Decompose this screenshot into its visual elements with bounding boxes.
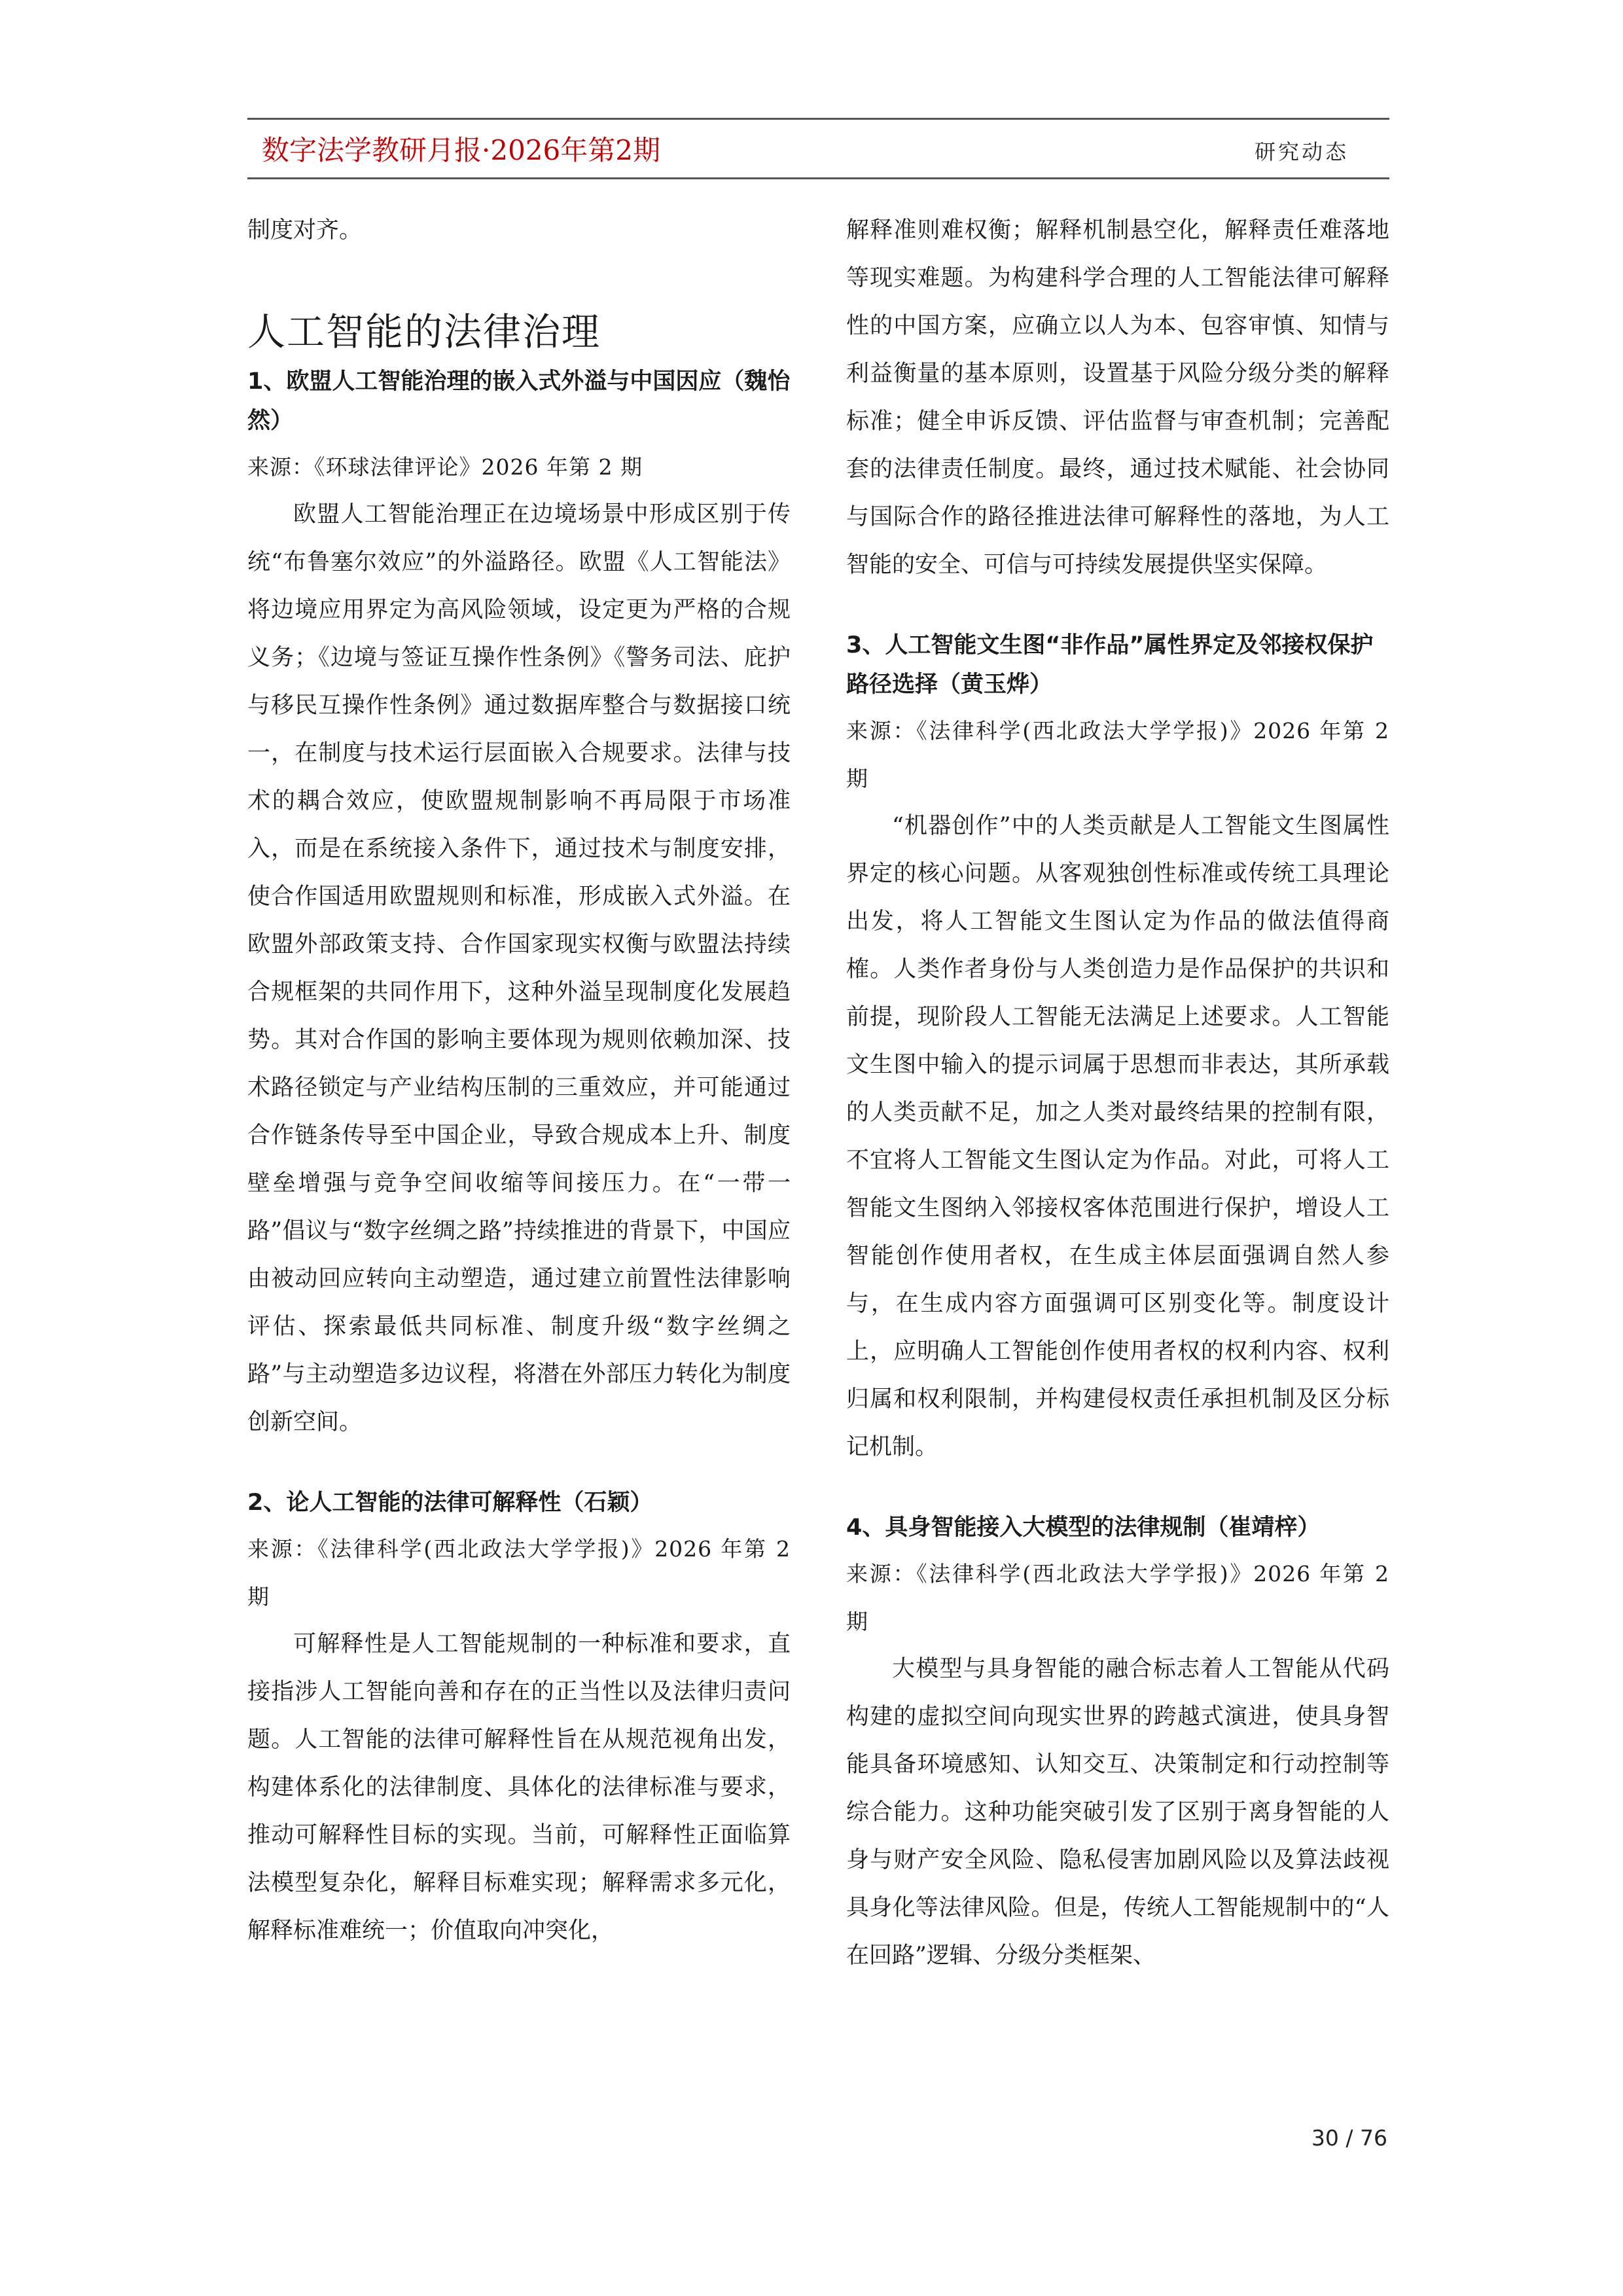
article-3-title: 3、人工智能文生图“非作品”属性界定及邻接权保护路径选择（黄玉烨）: [846, 632, 1374, 698]
article-4-title: 4、具身智能接入大模型的法律规制（崔靖梓）: [846, 1515, 1321, 1541]
article-3-body: “机器创作”中的人类贡献是人工智能文生图属性界定的核心问题。从客观独创性标准或传统工具理论出发，将人工智能文生图认定为作品的做法值得商榷。人类作者身份与人类创造力是作品保护的共识和前提，现阶段人工智能无法满足上述要求。人工智能文生图中输入的提示词属于思想而非表达，其所承载的人类贡献不足，加之人类对最终结果的控制有限，不宜将人工智能文生图认定为作品。对此，可将人工智能文生图纳入邻接权客体范围进行保护，增设人工智能创作使用者权，在生成主体层面强调自然人参与，在生成内容方面强调可区别变化等。制度设计上，应明确人工智能创作使用者权的权利内容、权利归属和权利限制，并构建侵权责任承担机制及区分标记机制。: [846, 813, 1389, 1460]
continuation-text: 制度对齐。: [247, 217, 363, 243]
article-3-source: 来源：《法律科学(西北政法大学学报)》2026 年第 2 期: [846, 718, 1389, 791]
article-1-body: 欧盟人工智能治理正在边境场景中形成区别于传统“布鲁塞尔效应”的外溢路径。欧盟《人工智能法》将边境应用界定为高风险领域，设定更为严格的合规义务；《边境与签证互操作性条例》《警务司法、庇护与移民互操作性条例》通过数据库整合与数据接口统一，在制度与技术运行层面嵌入合规要求。法律与技术的耦合效应，使欧盟规制影响不再局限于市场准入，而是在系统接入条件下，通过技术与制度安排，使合作国适用欧盟规则和标准，形成嵌入式外溢。在欧盟外部政策支持、合作国家现实权衡与欧盟法持续合规框架的共同作用下，这种外溢呈现制度化发展趋势。其对合作国的影响主要体现为规则依赖加深、技术路径锁定与产业结构压制的三重效应，并可能通过合作链条传导至中国企业，导致合规成本上升、制度壁垒增强与竞争空间收缩等间接压力。在“一带一路”倡议与“数字丝绸之路”持续推进的背景下，中国应由被动回应转向主动塑造，通过建立前置性法律影响评估、探索最低共同标准、制度升级“数字丝绸之路”与主动塑造多边议程，将潜在外部压力转化为制度创新空间。: [247, 501, 791, 1435]
article-1-source: 来源：《环球法律评论》2026 年第 2 期: [247, 454, 643, 480]
article-2-title: 2、论人工智能的法律可解释性（石颖）: [247, 1490, 653, 1516]
page-number: 30 / 76: [1311, 2125, 1387, 2151]
journal-title: 数字法学教研月报·2026年第2期: [262, 134, 660, 166]
article-1-title: 1、欧盟人工智能治理的嵌入式外溢与中国因应（魏怡然）: [247, 368, 791, 434]
left-column: [247, 207, 791, 1955]
article-2-body-continued: 解释准则难权衡；解释机制悬空化，解释责任难落地等现实难题。为构建科学合理的人工智能法律可解释性的中国方案，应确立以人为本、包容审慎、知情与利益衡量的基本原则，设置基于风险分级分类的解释标准；健全申诉反馈、评估监督与审查机制；完善配套的法律责任制度。最终，通过技术赋能、社会协同与国际合作的路径推进法律可解释性的落地，为人工智能的安全、可信与可持续发展提供坚实保障。: [846, 217, 1389, 578]
right-column: [846, 207, 1389, 1980]
section-label: 研究动态: [1254, 139, 1349, 164]
article-4-body: 大模型与具身智能的融合标志着人工智能从代码构建的虚拟空间向现实世界的跨越式演进，使具身智能具备环境感知、认知交互、决策制定和行动控制等综合能力。这种功能突破引发了区别于离身智能的人身与财产安全风险、隐私侵害加剧风险以及算法歧视具身化等法律风险。但是，传统人工智能规制中的“人在回路”逻辑、分级分类框架、: [846, 1656, 1389, 1969]
article-4-source: 来源：《法律科学(西北政法大学学报)》2026 年第 2 期: [846, 1561, 1389, 1634]
page-header: [247, 118, 1389, 179]
article-2-source: 来源：《法律科学(西北政法大学学报)》2026 年第 2 期: [247, 1536, 791, 1609]
article-2-body: 可解释性是人工智能规制的一种标准和要求，直接指涉人工智能向善和存在的正当性以及法律归责问题。人工智能的法律可解释性旨在从规范视角出发，构建体系化的法律制度、具体化的法律标准与要求，推动可解释性目标的实现。当前，可解释性正面临算法模型复杂化，解释目标难实现；解释需求多元化，解释标准难统一；价值取向冲突化，: [247, 1631, 791, 1944]
section-heading: 人工智能的法律治理: [247, 310, 601, 354]
